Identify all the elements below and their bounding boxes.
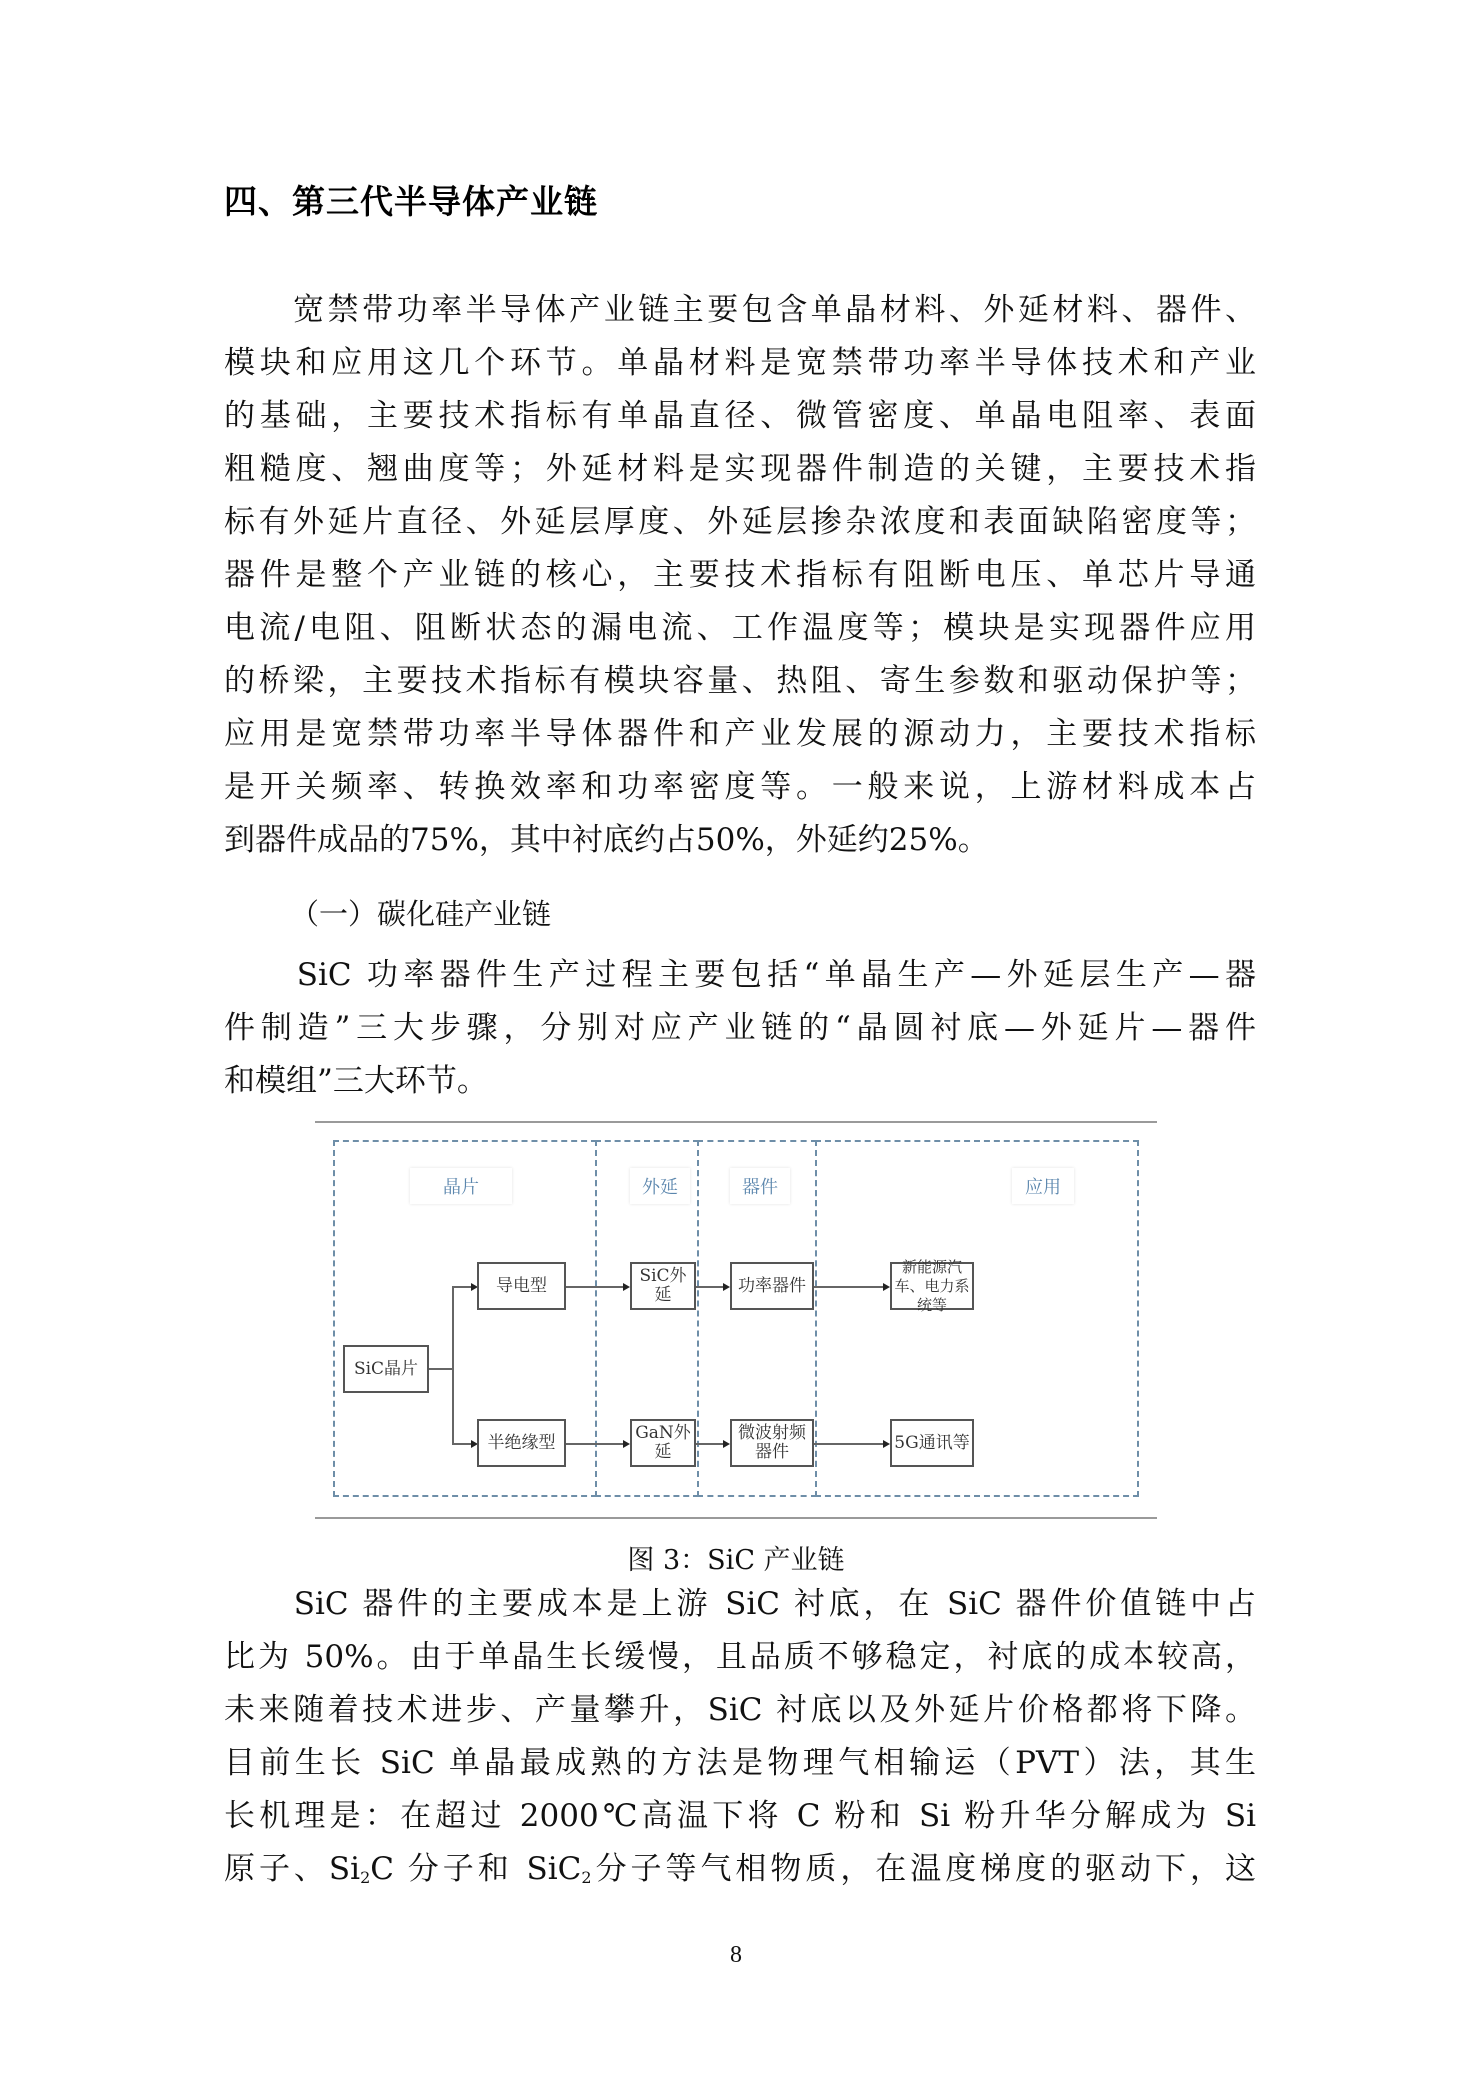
connector-branch-vertical xyxy=(452,1286,454,1444)
paragraph-line: 宽禁带功率半导体产业链主要包含单晶材料、外延材料、器件、 xyxy=(224,292,1256,328)
node-sic-epitaxy: SiC外延 xyxy=(630,1262,696,1310)
paragraph-line: 到器件成品的75%，其中衬底约占50%，外延约25%。 xyxy=(224,822,989,858)
text-run: C 分子和 SiC xyxy=(370,1851,582,1887)
paragraph-line: 是开关频率、转换效率和功率密度等。一般来说，上游材料成本占 xyxy=(224,769,1256,805)
column-label-wafer: 晶片 xyxy=(410,1168,512,1204)
figure-caption: 图 3：SiC 产业链 xyxy=(627,1545,845,1576)
column-label-application: 应用 xyxy=(1012,1168,1074,1204)
connector xyxy=(814,1286,884,1288)
figure-bottom-rule xyxy=(315,1517,1157,1519)
arrow-icon xyxy=(723,1440,730,1448)
subscript: 2 xyxy=(360,1868,371,1887)
paragraph-line: 标有外延片直径、外延层厚度、外延层掺杂浓度和表面缺陷密度等； xyxy=(224,504,1256,540)
node-5g: 5G通讯等 xyxy=(890,1419,974,1467)
connector xyxy=(696,1286,724,1288)
subscript: 2 xyxy=(581,1868,592,1887)
paragraph-line: 比为 50%。由于单晶生长缓慢，且品质不够稳定，衬底的成本较高， xyxy=(224,1639,1256,1675)
column-label-epitaxy: 外延 xyxy=(630,1168,690,1204)
column-label-device: 器件 xyxy=(730,1168,790,1204)
paragraph-line: 粗糙度、翘曲度等；外延材料是实现器件制造的关键，主要技术指 xyxy=(224,451,1256,487)
figure-top-rule xyxy=(315,1121,1157,1123)
node-gan-epitaxy: GaN外延 xyxy=(630,1419,696,1467)
connector xyxy=(566,1286,624,1288)
node-conductive: 导电型 xyxy=(477,1262,566,1310)
arrow-icon xyxy=(623,1283,630,1291)
paragraph-line: 未来随着技术进步、产量攀升，SiC 衬底以及外延片价格都将下降。 xyxy=(224,1692,1256,1728)
paragraph-line: 的基础，主要技术指标有单晶直径、微管密度、单晶电阻率、表面 xyxy=(224,398,1256,434)
paragraph-line: 模块和应用这几个环节。单晶材料是宽禁带功率半导体技术和产业 xyxy=(224,345,1256,381)
paragraph-line: 和模组”三大环节。 xyxy=(224,1063,488,1099)
connector-branch-top xyxy=(452,1286,472,1288)
paragraph-line: SiC 器件的主要成本是上游 SiC 衬底，在 SiC 器件价值链中占 xyxy=(224,1586,1256,1622)
paragraph-line: 目前生长 SiC 单晶最成熟的方法是物理气相输运（PVT）法，其生 xyxy=(224,1745,1256,1781)
arrow-icon xyxy=(883,1283,890,1291)
arrow-icon xyxy=(883,1440,890,1448)
node-power-device: 功率器件 xyxy=(730,1262,814,1310)
connector-branch-bottom xyxy=(452,1443,472,1445)
paragraph-line xyxy=(224,1849,1256,1898)
paragraph-line: SiC 功率器件生产过程主要包括“单晶生产—外延层生产—器 xyxy=(224,957,1256,993)
paragraph-line: 件制造”三大步骤，分别对应产业链的“晶圆衬底—外延片—器件 xyxy=(224,1010,1256,1046)
paragraph-line: 的桥梁，主要技术指标有模块容量、热阻、寄生参数和驱动保护等； xyxy=(224,663,1256,699)
arrow-icon xyxy=(723,1283,730,1291)
node-ev-power-system: 新能源汽车、电力系统等 xyxy=(890,1262,974,1310)
connector-source xyxy=(429,1368,453,1370)
node-sic-wafer: SiC晶片 xyxy=(343,1345,429,1393)
node-semi-insulating: 半绝缘型 xyxy=(477,1419,566,1467)
section-heading: 四、第三代半导体产业链 xyxy=(224,182,598,221)
paragraph-line: 电流/电阻、阻断状态的漏电流、工作温度等；模块是实现器件应用 xyxy=(224,610,1256,646)
text-run: 原子、Si xyxy=(224,1851,361,1887)
paragraph-line: 长机理是：在超过 2000℃高温下将 C 粉和 Si 粉升华分解成为 Si xyxy=(224,1798,1256,1834)
connector xyxy=(566,1443,624,1445)
subsection-heading: （一）碳化硅产业链 xyxy=(290,897,552,931)
connector xyxy=(814,1443,884,1445)
text-run: 分子等气相物质，在温度梯度的驱动下，这 xyxy=(591,1851,1256,1887)
paragraph-line: 应用是宽禁带功率半导体器件和产业发展的源动力，主要技术指标 xyxy=(224,716,1256,752)
connector xyxy=(696,1443,724,1445)
arrow-icon xyxy=(623,1440,630,1448)
page-number: 8 xyxy=(730,1942,742,1968)
node-rf-device: 微波射频器件 xyxy=(730,1419,814,1467)
paragraph-line: 器件是整个产业链的核心，主要技术指标有阻断电压、单芯片导通 xyxy=(224,557,1256,593)
